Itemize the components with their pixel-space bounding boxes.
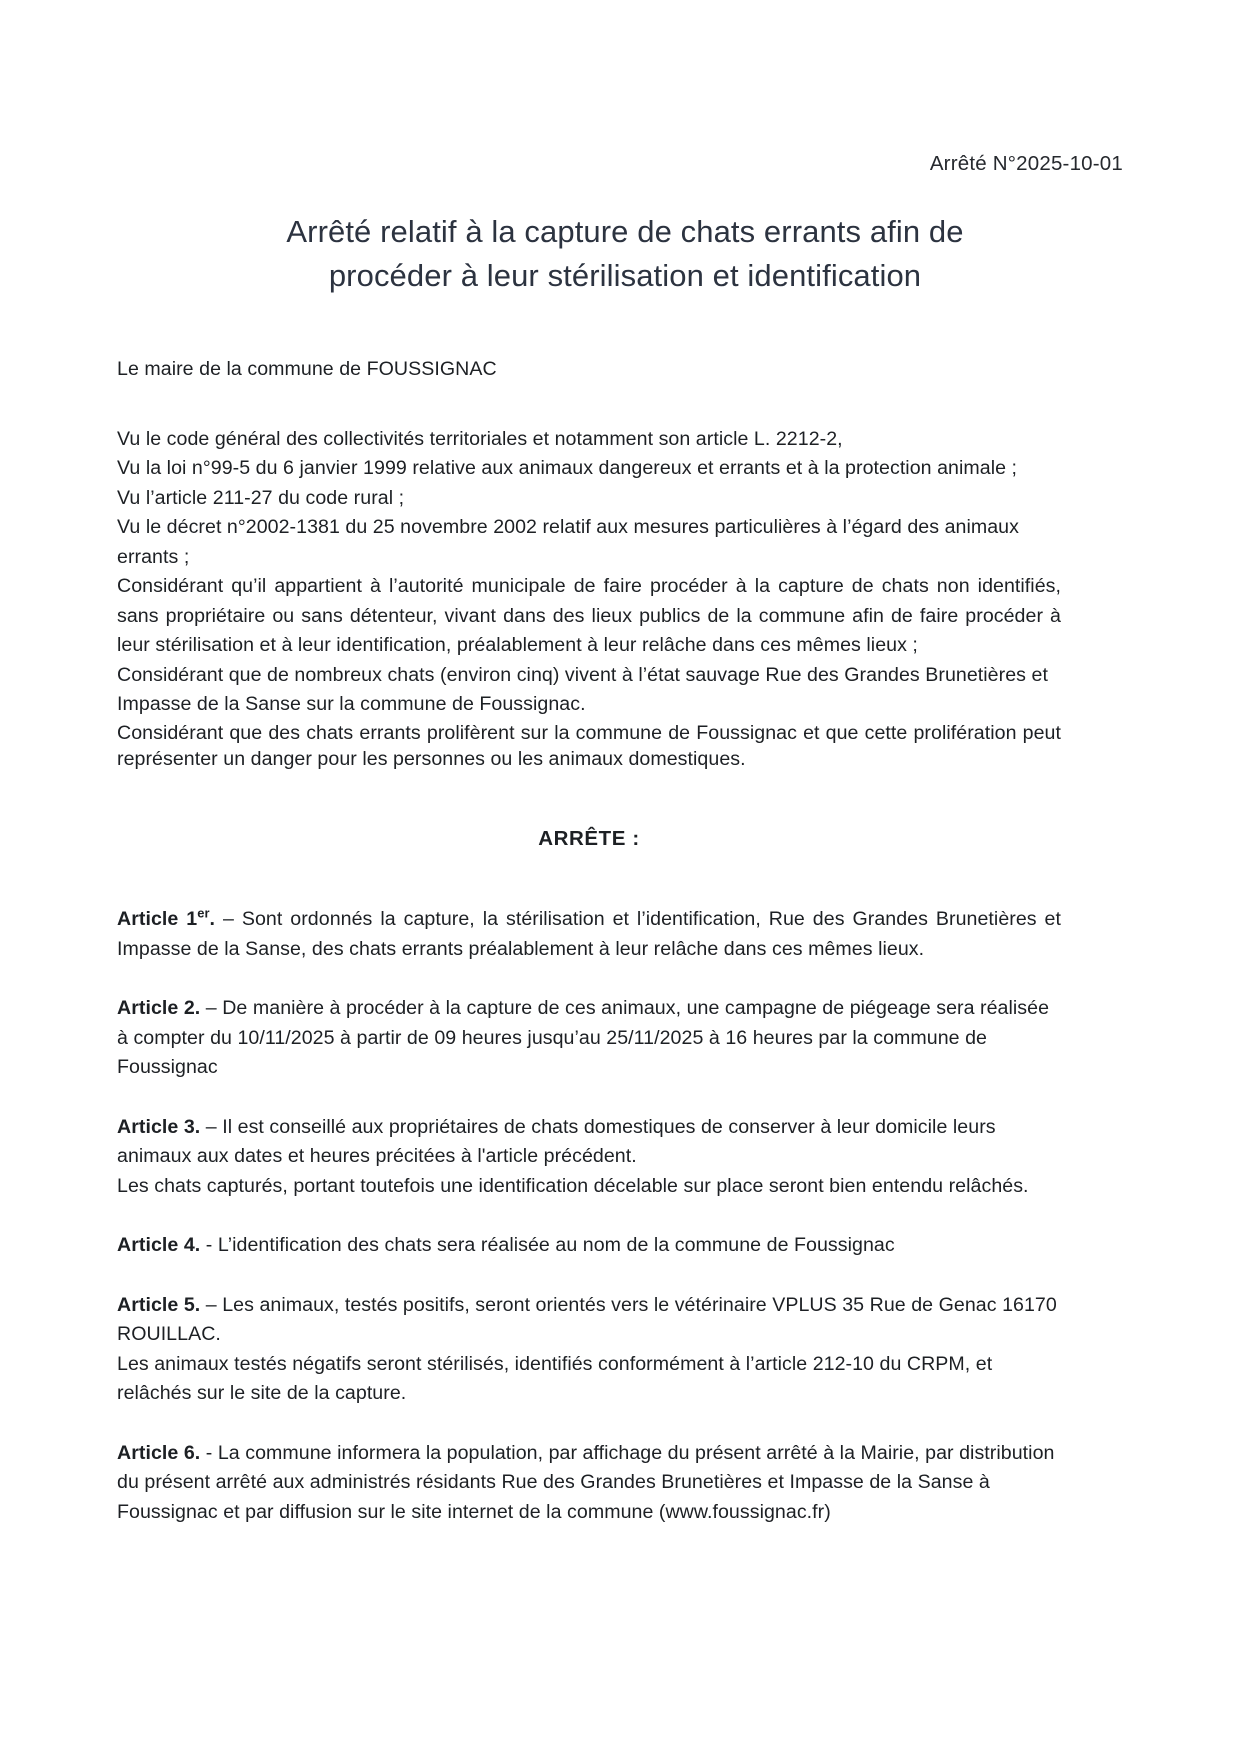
considerant-item: Considérant qu’il appartient à l’autorité municipale de faire procéder à la capture de chats non identifiés, sans propriétaire ou sans détenteur, vivant dans des lieux publics de la commune afin de faire procéder à leur stérilisation et à leur identification, préalablement à leur relâche dans ces mêmes lieux ; — [117, 575, 1061, 656]
authority-line: Le maire de la commune de FOUSSIGNAC — [117, 358, 497, 380]
considerant-item: Considérant que de nombreux chats (environ cinq) vivent à l’état sauvage Rue des Grandes Brunetières et Impasse de la Sanse sur la commune de Foussignac. — [117, 663, 1048, 715]
article-2-dash: – — [205, 997, 217, 1019]
document-body — [117, 355, 1061, 1527]
visa-block — [117, 425, 1061, 772]
article-4 — [117, 1231, 1061, 1261]
article-5-continuation: Les animaux testés négatifs seront stérilisés, identifiés conformément à l’article 212-10 du CRPM, et relâchés sur le site de la capture. — [117, 1352, 993, 1404]
page-title-line-2: procéder à leur stérilisation et identification — [328, 258, 922, 294]
article-1-body: Sont ordonnés la capture, la stérilisation et l’identification, Rue des Grandes Brunetières et Impasse de la Sanse, des chats errants préalablement à leur relâche dans ces mêmes lieux. — [117, 908, 1062, 960]
spacer — [117, 1083, 1061, 1113]
article-3 — [117, 1113, 1061, 1172]
article-1 — [117, 905, 1061, 964]
article-1-ordinal-suffix: er — [197, 905, 210, 921]
article-1-label: Article 1er. — [117, 905, 216, 930]
article-5-dash: – — [205, 1293, 217, 1316]
article-3-dash: – — [205, 1115, 217, 1138]
considerant-final: Considérant que des chats errants prolifèrent sur la commune de Foussignac et que cette prolifération peut représenter un danger pour les personnes ou les animaux domestiques. — [117, 721, 1061, 770]
article-6-body: La commune informera la population, par affichage du présent arrêté à la Mairie, par distribution du présent arrêté aux administrés résidants Rue des Grandes Brunetières et Impasse de la Sanse à Foussignac et par diffusion sur le site internet de la commune (www.foussignac.fr) — [117, 1441, 1055, 1523]
article-3-continuation: Les chats capturés, portant toutefois une identification décelable sur place seront bien entendu relâchés. — [117, 1174, 1029, 1197]
page-title-line-1: Arrêté relatif à la capture de chats errants afin de — [286, 214, 964, 249]
document-reference-number: Arrêté N°2025-10-01 — [929, 152, 1123, 175]
article-5-label: Article 5. — [117, 1293, 201, 1316]
spacer — [117, 1261, 1061, 1291]
article-6-dash: - — [205, 1441, 213, 1464]
decision-heading: ARRÊTE : — [538, 826, 640, 850]
article-5-body: Les animaux, testés positifs, seront orientés vers le vétérinaire VPLUS 35 Rue de Genac 16170 ROUILLAC. — [117, 1293, 1057, 1345]
article-3-label: Article 3. — [117, 1115, 201, 1138]
spacer — [117, 853, 1061, 905]
spacer — [117, 1409, 1061, 1439]
article-3-body: Il est conseillé aux propriétaires de chats domestiques de conserver à leur domicile leurs animaux aux dates et heures précitées à l'article précédent. — [117, 1115, 996, 1167]
article-2-body: De manière à procéder à la capture de ces animaux, une campagne de piégeage sera réalisée à compter du 10/11/2025 à partir de 09 heures jusqu’au 25/11/2025 à 16 heures par la commune de Foussignac — [117, 997, 1050, 1078]
article-6-label: Article 6. — [117, 1441, 201, 1464]
article-1-dash: – — [222, 908, 234, 930]
article-2 — [117, 994, 1061, 1083]
visa-item: Vu l’article 211-27 du code rural ; — [117, 486, 405, 509]
spacer — [117, 1201, 1061, 1231]
article-4-label: Article 4. — [117, 1234, 201, 1256]
article-2-label: Article 2. — [117, 997, 201, 1019]
visa-item: Vu le code général des collectivités territoriales et notamment son article L. 2212-2, — [117, 427, 843, 450]
spacer — [117, 964, 1061, 994]
spacer — [117, 772, 1061, 824]
article-4-body: L’identification des chats sera réalisée au nom de la commune de Foussignac — [217, 1234, 895, 1256]
article-5 — [117, 1291, 1061, 1350]
visa-item: Vu le décret n°2002-1381 du 25 novembre 2002 relatif aux mesures particulières à l’égard des animaux errants ; — [117, 516, 1019, 568]
article-6 — [117, 1439, 1061, 1528]
article-4-dash: - — [205, 1234, 213, 1256]
visa-item: Vu la loi n°99-5 du 6 janvier 1999 relative aux animaux dangereux et errants et à la protection animale ; — [117, 457, 1018, 479]
page-title — [150, 210, 1100, 298]
